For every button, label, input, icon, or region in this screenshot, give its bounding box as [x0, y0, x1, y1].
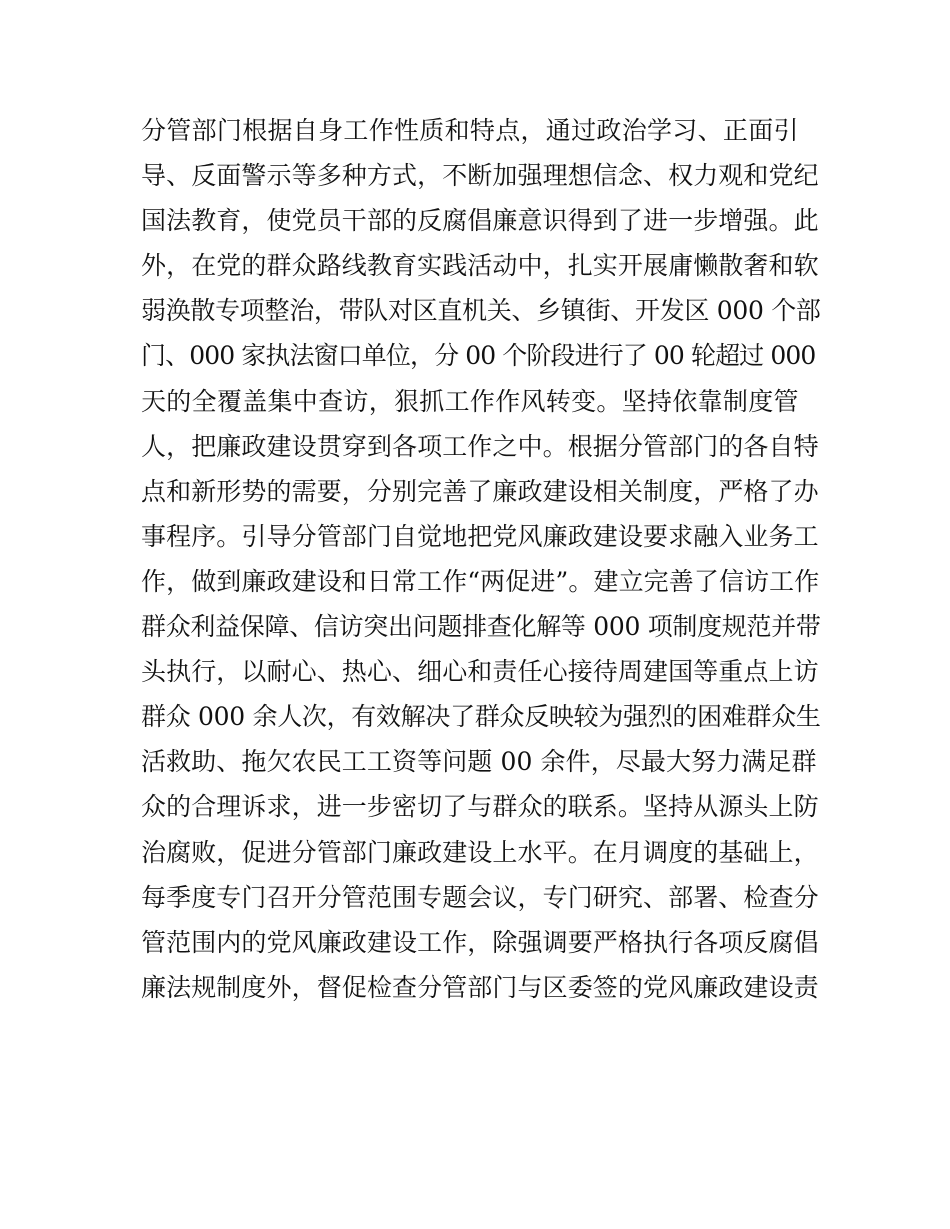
text-line: 导、反面警示等多种方式，不断加强理想信念、权力观和党纪: [141, 161, 819, 191]
text-line: 事程序。引导分管部门自觉地把党风廉政建设要求融入业务工: [141, 521, 819, 551]
text-line: 分管部门根据自身工作性质和特点，通过政治学习、正面引: [141, 116, 799, 145]
text-line: 门、000 家执法窗口单位，分 00 个阶段进行了 00 轮超过 000: [141, 341, 816, 371]
text-line: 众的合理诉求，进一步密切了与群众的联系。坚持从源头上防: [141, 792, 819, 822]
text-line: 廉法规制度外，督促检查分管部门与区委签的党风廉政建设责: [141, 972, 819, 1002]
text-line: 头执行，以耐心、热心、细心和责任心接待周建国等重点上访: [141, 657, 819, 687]
text-line: 群众 000 余人次，有效解决了群众反映较为强烈的困难群众生: [141, 702, 821, 732]
text-line: 每季度专门召开分管范围专题会议，专门研究、部署、检查分: [141, 882, 819, 912]
body-paragraph: [141, 108, 821, 1010]
text-line: 群众利益保障、信访突出问题排查化解等 000 项制度规范并带: [141, 612, 821, 642]
text-line: 国法教育，使党员干部的反腐倡廉意识得到了进一步增强。此: [141, 206, 819, 236]
text-line: 治腐败，促进分管部门廉政建设上水平。在月调度的基础上，: [141, 837, 819, 867]
text-line: 点和新形势的需要，分别完善了廉政建设相关制度，严格了办: [141, 476, 819, 506]
text-line: 活救助、拖欠农民工工资等问题 00 余件，尽最大努力满足群: [141, 747, 817, 777]
text-line: 弱涣散专项整治，带队对区直机关、乡镇街、开发区 000 个部: [141, 296, 821, 326]
text-line: 外，在党的群众路线教育实践活动中，扎实开展庸懒散奢和软: [141, 251, 819, 281]
text-line: 人，把廉政建设贯穿到各项工作之中。根据分管部门的各自特: [141, 431, 819, 461]
text-line: 天的全覆盖集中查访，狠抓工作作风转变。坚持依靠制度管: [141, 386, 799, 416]
text-line: 作，做到廉政建设和日常工作“两促进”。建立完善了信访工作: [141, 566, 820, 596]
text-line: 管范围内的党风廉政建设工作，除强调要严格执行各项反腐倡: [141, 927, 819, 957]
